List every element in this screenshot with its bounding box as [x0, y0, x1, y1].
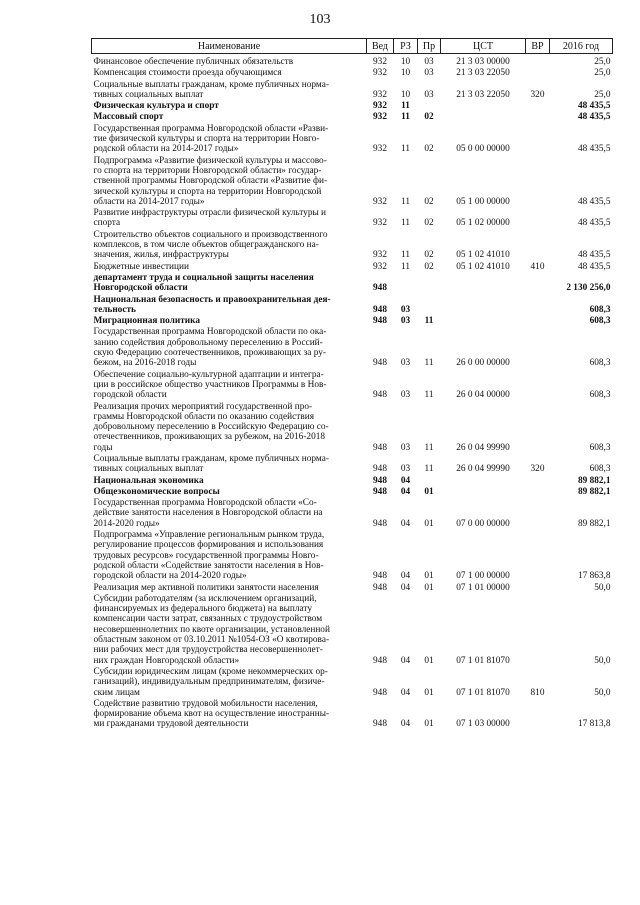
- cell-sum: 89 882,1: [577, 486, 611, 497]
- cell-sum: 50,0: [594, 687, 611, 698]
- cell-cst: 05 1 02 41010: [456, 250, 510, 261]
- cell-vr: 320: [530, 464, 545, 475]
- cell-cst: 26 0 04 99990: [456, 442, 510, 453]
- cell-ved: 948: [373, 687, 387, 698]
- cell-ved: 932: [373, 112, 387, 123]
- col-header-cst: ЦСТ: [441, 39, 526, 54]
- cell-cst: 05 1 02 00000: [456, 218, 510, 229]
- cell-vr: [526, 699, 550, 731]
- cell-vr: 320: [530, 89, 545, 100]
- table-row: [92, 80, 613, 102]
- cell-ved: 948: [373, 316, 387, 327]
- cell-vr: [526, 402, 550, 454]
- table-row: [92, 68, 613, 79]
- cell-name: Социальные выплаты гражданам, кроме публичных норма- тивных социальных выплат: [93, 453, 329, 475]
- cell-name: Социальные выплаты гражданам, кроме публичных норма- тивных социальных выплат: [93, 79, 329, 100]
- cell-cst: 07 1 01 81070: [456, 655, 510, 666]
- cell-rz: 11: [401, 101, 410, 112]
- table-row: [92, 316, 613, 327]
- cell-vr: [526, 594, 550, 667]
- cell-rz: 11: [401, 218, 410, 229]
- cell-pr: 02: [424, 112, 434, 123]
- cell-cst: 05 1 00 00000: [456, 196, 510, 207]
- cell-sum: 48 435,5: [577, 218, 611, 229]
- cell-pr: 02: [424, 196, 434, 207]
- cell-cst: [441, 112, 526, 123]
- cell-pr: 01: [424, 655, 434, 666]
- cell-pr: [418, 476, 441, 487]
- cell-pr: 03: [424, 89, 434, 100]
- cell-rz: 03: [400, 464, 411, 475]
- cell-pr: 03: [424, 57, 434, 67]
- cell-pr: 11: [424, 464, 434, 475]
- cell-vr: [526, 112, 550, 123]
- cell-ved: 932: [373, 218, 387, 229]
- table-row: [92, 156, 613, 208]
- table-row: [92, 327, 613, 369]
- cell-name: Обеспечение социально-культурной адаптации и интегра- ции в российское общество участников Программы в Нов- городской области: [93, 369, 327, 401]
- cell-vr: [526, 476, 550, 487]
- table-row: [92, 101, 613, 112]
- cell-ved: 948: [373, 304, 387, 315]
- cell-ved: 948: [373, 518, 387, 529]
- cell-cst: [441, 316, 526, 327]
- cell-cst: [441, 487, 526, 498]
- table-row: [92, 370, 613, 402]
- cell-sum: 25,0: [594, 89, 611, 100]
- cell-ved: 948: [373, 486, 387, 497]
- cell-sum: 608,3: [589, 464, 611, 475]
- cell-rz: 04: [400, 475, 411, 486]
- cell-sum: 25,0: [594, 57, 611, 67]
- table-row: [92, 454, 613, 476]
- cell-cst: [441, 273, 526, 295]
- cell-ved: 932: [373, 196, 387, 207]
- cell-ved: 932: [373, 101, 387, 112]
- cell-ved: 948: [373, 475, 387, 486]
- col-header-rz: РЗ: [394, 39, 418, 54]
- cell-vr: [526, 498, 550, 530]
- table-row: [92, 476, 613, 487]
- cell-name: Компенсация стоимости проезда обучающимся: [93, 68, 282, 79]
- table-row: [92, 487, 613, 498]
- cell-name: Субсидии работодателям (за исключением организаций, финансируемых из федерального бюджета) на выплату компенсации части затрат, связанных с трудоустройством несовершеннолетних по квоте организации, установленной областным законом от 03.10.2011 №1054-ОЗ «О квотирова- нии рабочих мест для трудоустройства несовершеннолет- них граждан Новгородской области»: [93, 593, 330, 666]
- cell-name: Миграционная политика: [93, 316, 200, 327]
- cell-rz: 10: [400, 68, 411, 79]
- cell-name: Субсидии юридическим лицам (кроме некоммерческих ор- ганизаций), индивидуальным предпринимателям, физиче- ским лицам: [93, 666, 328, 698]
- cell-vr: 410: [530, 261, 545, 272]
- cell-rz: 03: [400, 390, 411, 401]
- cell-name: Содействие развитию трудовой мобильности населения, формирование объема квот на осуществление иностранны- ми гражданами трудовой деятельности: [93, 698, 330, 730]
- cell-sum: 608,3: [589, 304, 611, 315]
- cell-vr: [526, 230, 550, 262]
- cell-vr: [526, 208, 550, 230]
- cell-name: Физическая культура и спорт: [93, 101, 219, 112]
- cell-cst: 07 1 00 00000: [456, 571, 510, 582]
- cell-pr: 01: [424, 571, 434, 582]
- cell-cst: 05 1 02 41010: [456, 261, 510, 272]
- cell-sum: 48 435,5: [577, 261, 611, 272]
- cell-pr: 02: [424, 218, 434, 229]
- cell-rz: 04: [400, 582, 411, 593]
- cell-ved: 948: [373, 390, 387, 401]
- cell-pr: [418, 295, 441, 317]
- table-row: [92, 262, 613, 273]
- col-header-name: Наименование: [92, 39, 367, 54]
- cell-rz: 03: [400, 358, 411, 369]
- cell-sum: 608,3: [589, 390, 611, 401]
- cell-rz: 03: [400, 442, 411, 453]
- page-number: 103: [309, 12, 331, 27]
- cell-cst: [441, 476, 526, 487]
- table-row: [92, 667, 613, 699]
- cell-cst: [441, 295, 526, 317]
- cell-sum: 48 435,5: [577, 101, 611, 112]
- cell-rz: 04: [400, 486, 411, 497]
- cell-vr: [526, 530, 550, 582]
- cell-cst: 26 0 04 00000: [456, 390, 510, 401]
- budget-table: [91, 38, 613, 731]
- cell-sum: 50,0: [594, 582, 611, 593]
- table-row: [92, 295, 613, 317]
- cell-ved: 948: [373, 464, 387, 475]
- cell-rz: 11: [401, 261, 410, 272]
- cell-rz: [394, 273, 418, 295]
- cell-rz: 04: [400, 719, 411, 730]
- cell-pr: [418, 273, 441, 295]
- cell-vr: [526, 583, 550, 594]
- cell-sum: 17 813,8: [577, 719, 611, 730]
- cell-sum: 48 435,5: [577, 112, 611, 123]
- cell-pr: 01: [424, 719, 434, 730]
- cell-cst: 05 0 00 00000: [456, 144, 510, 155]
- table-row: [92, 208, 613, 230]
- cell-vr: 810: [530, 687, 545, 698]
- cell-sum: 608,3: [589, 316, 611, 327]
- cell-name: Подпрограмма «Развитие физической культуры и массово- го спорта на территории Новгородской области» государ- ственной программы Новгородской области «Развитие фи- зической культуры и спорта на территории Новгородской области на 2014-2017 годы»: [93, 155, 328, 207]
- cell-ved: 932: [373, 57, 387, 67]
- cell-ved: 948: [373, 283, 387, 294]
- cell-sum: 89 882,1: [577, 518, 611, 529]
- cell-ved: 932: [373, 68, 387, 79]
- cell-pr: 03: [424, 68, 434, 79]
- cell-pr: 11: [424, 358, 434, 369]
- table-row: [92, 699, 613, 731]
- cell-name: Бюджетные инвестиции: [93, 261, 189, 272]
- cell-pr: 01: [424, 687, 434, 698]
- cell-sum: 48 435,5: [577, 250, 611, 261]
- cell-rz: 11: [401, 144, 410, 155]
- cell-ved: 948: [373, 358, 387, 369]
- table-row: [92, 112, 613, 123]
- cell-cst: 26 0 04 99990: [456, 464, 510, 475]
- cell-ved: 932: [373, 89, 387, 100]
- cell-sum: 25,0: [594, 68, 611, 79]
- cell-sum: 608,3: [589, 358, 611, 369]
- cell-rz: 11: [401, 112, 410, 123]
- cell-name: Финансовое обеспечение публичных обязательств: [93, 57, 294, 67]
- cell-sum: 48 435,5: [577, 196, 611, 207]
- cell-rz: 03: [400, 316, 411, 327]
- cell-cst: 07 1 03 00000: [456, 719, 510, 730]
- table-row: [92, 124, 613, 156]
- cell-pr: 02: [424, 144, 434, 155]
- cell-rz: 04: [400, 518, 411, 529]
- cell-ved: 948: [373, 571, 387, 582]
- cell-ved: 948: [373, 655, 387, 666]
- cell-name: Массовый спорт: [93, 112, 164, 123]
- table-header-row: [92, 39, 613, 54]
- cell-ved: 948: [373, 442, 387, 453]
- cell-pr: 02: [424, 250, 434, 261]
- cell-ved: 948: [373, 719, 387, 730]
- cell-name: Подпрограмма «Управление региональным рынком труда, регулирование процессов формирования и использования трудовых ресурсов» государственной программы Новго- родской области «Содействие занятости населения в Нов- городской области на 2014-2020 годы»: [93, 530, 325, 582]
- cell-rz: 04: [400, 655, 411, 666]
- cell-cst: 07 1 01 00000: [456, 582, 510, 593]
- cell-pr: 01: [424, 582, 434, 593]
- cell-cst: 26 0 00 00000: [456, 358, 510, 369]
- table-body: [92, 54, 613, 731]
- cell-name: Государственная программа Новгородской области «Разви- тие физической культуры и спорта на территории Новго- родской области на 2014-2017 годы»: [93, 123, 329, 155]
- cell-vr: [526, 370, 550, 402]
- table-row: [92, 402, 613, 454]
- cell-cst: 07 0 00 00000: [456, 518, 510, 529]
- cell-vr: [526, 487, 550, 498]
- col-header-pr: Пр: [418, 39, 441, 54]
- cell-sum: 17 863,8: [577, 571, 611, 582]
- cell-cst: 21 3 03 22050: [456, 68, 510, 79]
- cell-rz: 03: [400, 304, 411, 315]
- cell-name: Развитие инфраструктуры отрасли физической культуры и спорта: [93, 208, 327, 229]
- cell-vr: [526, 295, 550, 317]
- cell-name: Национальная экономика: [93, 475, 204, 486]
- cell-name: Общеэкономические вопросы: [93, 486, 220, 497]
- cell-pr: 02: [424, 261, 434, 272]
- cell-cst: [441, 101, 526, 112]
- cell-vr: [526, 57, 550, 68]
- cell-rz: 11: [401, 250, 410, 261]
- cell-name: Строительство объектов социального и производственного комплексов, в том числе объектов общегражданского на- значения, жилья, инфраструктуры: [93, 229, 328, 261]
- cell-ved: 948: [373, 582, 387, 593]
- cell-ved: 932: [373, 250, 387, 261]
- table-row: [92, 498, 613, 530]
- cell-vr: [526, 68, 550, 79]
- table-row: [92, 273, 613, 295]
- table-row: [92, 57, 613, 68]
- cell-cst: 21 3 03 22050: [456, 89, 510, 100]
- table-row: [92, 594, 613, 667]
- cell-pr: 11: [424, 442, 434, 453]
- cell-vr: [526, 101, 550, 112]
- cell-ved: 932: [373, 261, 387, 272]
- cell-cst: 07 1 01 81070: [456, 687, 510, 698]
- cell-vr: [526, 316, 550, 327]
- cell-name: Реализация прочих мероприятий государственной про- граммы Новгородской области по оказанию содействия добровольному переселению в Российскую Федерацию со- отечественников, проживающих за рубежом, на 2016-2018 годы: [93, 401, 329, 453]
- cell-name: департамент труда и социальной защиты населения Новгородской области: [93, 272, 314, 294]
- cell-pr: 11: [424, 316, 434, 327]
- cell-vr: [526, 327, 550, 369]
- cell-name: Реализация мер активной политики занятости населения: [93, 582, 319, 593]
- cell-sum: 48 435,5: [577, 144, 611, 155]
- cell-name: Государственная программа Новгородской области «Со- действие занятости населения в Новгородской области на 2014-2020 годы»: [93, 498, 323, 529]
- col-header-vr: ВР: [526, 39, 550, 54]
- cell-sum: 2 130 256,0: [566, 283, 611, 294]
- cell-rz: 04: [400, 687, 411, 698]
- table-row: [92, 530, 613, 582]
- cell-rz: 04: [400, 571, 411, 582]
- cell-sum: 89 882,1: [577, 475, 611, 486]
- cell-ved: 932: [373, 144, 387, 155]
- cell-pr: [418, 101, 441, 112]
- cell-sum: 608,3: [589, 442, 611, 453]
- cell-pr: 11: [424, 390, 434, 401]
- table-row: [92, 583, 613, 594]
- cell-cst: 21 3 03 00000: [456, 57, 510, 67]
- cell-name: Национальная безопасность и правоохранительная дея- тельность: [93, 294, 331, 315]
- cell-pr: 01: [424, 518, 434, 529]
- cell-rz: 11: [401, 196, 410, 207]
- cell-sum: 50,0: [594, 655, 611, 666]
- cell-name: Государственная программа Новгородской области по ока- занию содействия добровольному переселению в Россий- скую Федерацию соотечественников, проживающих за ру- бежом, на 2016-2018 годы: [93, 327, 327, 369]
- cell-pr: 01: [424, 486, 434, 497]
- cell-vr: [526, 156, 550, 208]
- cell-vr: [526, 124, 550, 156]
- table-row: [92, 230, 613, 262]
- col-header-year: 2016 год: [550, 39, 613, 54]
- cell-rz: 10: [400, 89, 411, 100]
- cell-rz: 10: [400, 57, 411, 67]
- cell-vr: [526, 273, 550, 295]
- col-header-ved: Вед: [367, 39, 394, 54]
